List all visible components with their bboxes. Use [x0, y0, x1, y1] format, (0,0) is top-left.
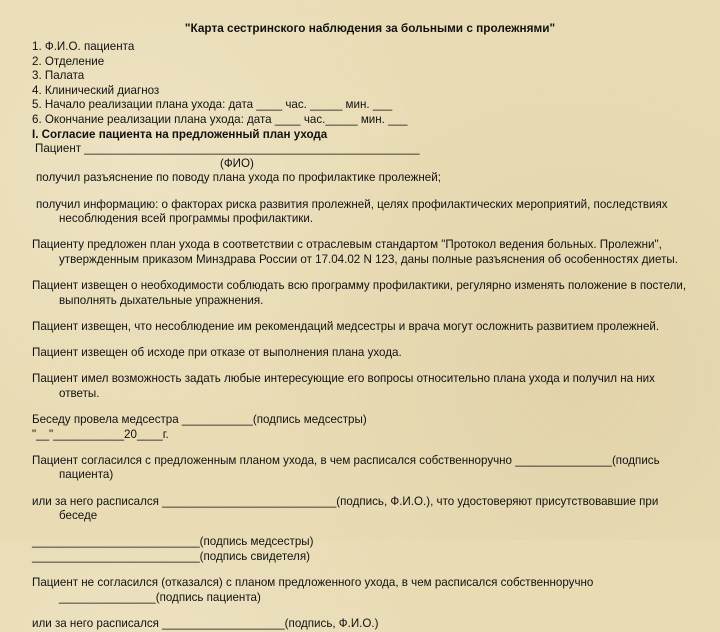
- paragraph-program: Пациент извещен о необходимости соблюдать всю программу профилактики, регулярно изменять положение в постели, выполнять дыхательные упражнения.: [32, 279, 687, 307]
- proxy-signature-line: или за него расписался ___________________________(подпись, Ф.И.О.), что удостоверяют присутствовавшие при беседе: [32, 494, 659, 523]
- document-body: [32, 40, 692, 632]
- proxy-signature-line-2: или за него расписался ___________________(подпись, Ф.И.О.): [32, 616, 379, 630]
- paragraph-explanation: получил разъяснение по поводу плана ухода по профилактике пролежней;: [36, 171, 441, 185]
- patient-refused-line: Пациент не согласился (отказался) с планом предложенного ухода, в чем расписался собственноручно _______________(подпись пациента): [32, 576, 594, 604]
- document-title: "Карта сестринского наблюдения за больными с пролежнями": [184, 21, 556, 35]
- paragraph-information: получил информацию: о факторах риска развития пролежней, целях профилактических мероприятий, последствиях несоблюдения всей программы профилактики.: [36, 197, 668, 226]
- date-line: "__"___________20____г.: [32, 427, 169, 441]
- paragraph-refusal-outcome: Пациент извещен об исходе при отказе от выполнения плана ухода.: [32, 346, 402, 360]
- section-heading-consent: I. Согласие пациента на предложенный план ухода: [32, 127, 328, 141]
- patient-line: Пациент ____________________________________________________: [35, 142, 420, 156]
- field-care-end: 6. Окончание реализации плана ухода: дата ____ час._____ мин. ___: [32, 112, 408, 126]
- paragraph-recommendations: Пациент извещен, что несоблюдение им рекомендаций медсестры и врача могут осложнить развитием пролежней.: [32, 319, 660, 333]
- paragraph-questions: Пациент имел возможность задать любые интересующие его вопросы относительно плана ухода и получил на них ответы.: [32, 372, 655, 400]
- field-diagnosis: 4. Клинический диагноз: [32, 83, 160, 97]
- field-ward: 3. Палата: [32, 69, 85, 83]
- patient-agreed-line: Пациент согласился с предложенным планом ухода, в чем расписался собственноручно _______________(подпись пациента): [32, 453, 660, 482]
- field-department: 2. Отделение: [32, 54, 105, 68]
- paragraph-care-plan: Пациенту предложен план ухода в соответствии с отраслевым стандартом "Протокол ведения больных. Пролежни", утвержденным приказом Минздрава России от 17.04.02 N 123, даны полные разъяснения об особенностях диеты.: [32, 238, 678, 266]
- field-patient-name: 1. Ф.И.О. пациента: [32, 40, 135, 53]
- fio-caption: (ФИО): [220, 156, 254, 170]
- nurse-signature-line: Беседу провела медсестра ___________(подпись медсестры): [32, 413, 367, 427]
- witness-signature-blank: __________________________(подпись свидетеля): [32, 549, 310, 563]
- nurse-signature-blank: __________________________(подпись медсестры): [32, 535, 314, 549]
- field-care-start: 5. Начало реализации плана ухода: дата ____ час. _____ мин. ___: [32, 98, 393, 112]
